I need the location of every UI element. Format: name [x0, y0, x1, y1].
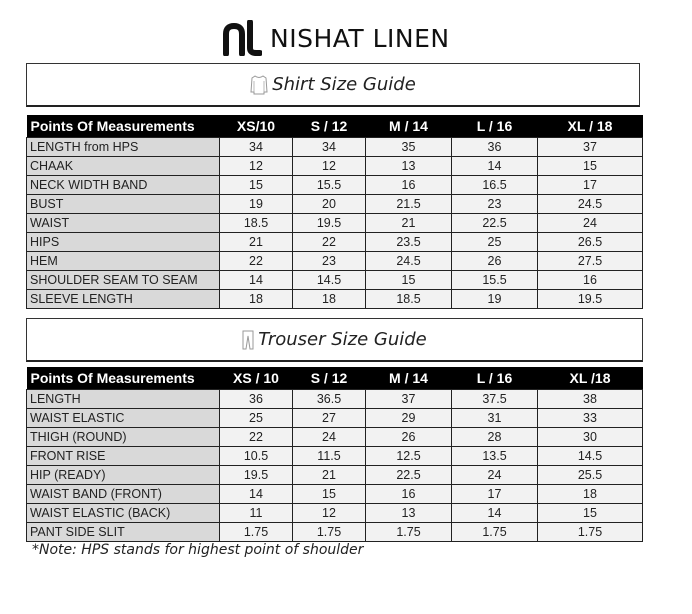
measurement-value: 36.5 [293, 390, 366, 409]
table-row [27, 290, 643, 309]
measurement-value: 19.5 [538, 290, 643, 309]
measurement-label: LENGTH [27, 390, 220, 409]
measurement-label: SHOULDER SEAM TO SEAM [27, 271, 220, 290]
trouser-icon [242, 330, 254, 350]
measurement-label: PANT SIDE SLIT [27, 523, 220, 542]
measurement-value: 29 [366, 409, 452, 428]
measurement-label: FRONT RISE [27, 447, 220, 466]
nishat-logo-icon [222, 20, 262, 56]
measurement-value: 15 [366, 271, 452, 290]
measurement-value: 13 [366, 157, 452, 176]
table-row [27, 233, 643, 252]
measurement-label: WAIST [27, 214, 220, 233]
header-size-xs: XS / 10 [220, 367, 293, 390]
measurement-value: 11 [220, 504, 293, 523]
measurement-value: 14.5 [293, 271, 366, 290]
table-row [27, 138, 643, 157]
brand-logo [222, 18, 450, 58]
table-row [27, 523, 643, 542]
measurement-value: 18.5 [366, 290, 452, 309]
table-row [27, 271, 643, 290]
measurement-value: 31 [452, 409, 538, 428]
measurement-label: BUST [27, 195, 220, 214]
measurement-value: 23 [452, 195, 538, 214]
measurement-value: 24 [293, 428, 366, 447]
measurement-value: 16 [538, 271, 643, 290]
measurement-value: 21 [293, 466, 366, 485]
header-size-m: M / 14 [366, 115, 452, 138]
measurement-value: 22 [293, 233, 366, 252]
measurement-value: 12 [293, 157, 366, 176]
measurement-value: 26 [366, 428, 452, 447]
header-size-l: L / 16 [452, 367, 538, 390]
measurement-value: 19.5 [293, 214, 366, 233]
table-header-row [27, 367, 643, 390]
measurement-value: 34 [293, 138, 366, 157]
measurement-value: 24.5 [366, 252, 452, 271]
measurement-value: 21 [220, 233, 293, 252]
measurement-value: 10.5 [220, 447, 293, 466]
header-size-s: S / 12 [293, 367, 366, 390]
table-row [27, 195, 643, 214]
measurement-value: 15 [293, 485, 366, 504]
measurement-label: CHAAK [27, 157, 220, 176]
trouser-size-table [26, 367, 643, 542]
table-row [27, 390, 643, 409]
measurement-label: SLEEVE LENGTH [27, 290, 220, 309]
measurement-label: HIP (READY) [27, 466, 220, 485]
measurement-label: LENGTH from HPS [27, 138, 220, 157]
measurement-value: 37 [366, 390, 452, 409]
measurement-value: 1.75 [538, 523, 643, 542]
measurement-value: 15 [538, 157, 643, 176]
measurement-value: 38 [538, 390, 643, 409]
header-size-s: S / 12 [293, 115, 366, 138]
measurement-value: 27 [293, 409, 366, 428]
table-row [27, 409, 643, 428]
measurement-value: 36 [220, 390, 293, 409]
table-row [27, 176, 643, 195]
measurement-value: 14 [220, 485, 293, 504]
measurement-value: 20 [293, 195, 366, 214]
measurement-value: 26 [452, 252, 538, 271]
measurement-value: 15.5 [452, 271, 538, 290]
measurement-value: 24 [452, 466, 538, 485]
footnote: *Note: HPS stands for highest point of shoulder [32, 542, 364, 558]
measurement-label: NECK WIDTH BAND [27, 176, 220, 195]
measurement-value: 13 [366, 504, 452, 523]
measurement-value: 27.5 [538, 252, 643, 271]
measurement-value: 22.5 [452, 214, 538, 233]
trouser-title: Trouser Size Guide [258, 329, 427, 350]
measurement-value: 24.5 [538, 195, 643, 214]
measurement-value: 26.5 [538, 233, 643, 252]
measurement-value: 21 [366, 214, 452, 233]
measurement-value: 18 [538, 485, 643, 504]
measurement-value: 19 [220, 195, 293, 214]
measurement-value: 25.5 [538, 466, 643, 485]
table-row [27, 485, 643, 504]
measurement-label: WAIST ELASTIC (BACK) [27, 504, 220, 523]
measurement-value: 36 [452, 138, 538, 157]
measurement-value: 16 [366, 176, 452, 195]
measurement-value: 15.5 [293, 176, 366, 195]
measurement-value: 1.75 [366, 523, 452, 542]
measurement-value: 1.75 [452, 523, 538, 542]
header-size-xl: XL /18 [538, 367, 643, 390]
measurement-value: 14 [452, 157, 538, 176]
shirt-section-title [26, 63, 640, 107]
table-header-row [27, 115, 643, 138]
header-size-xs: XS/10 [220, 115, 293, 138]
table-row [27, 252, 643, 271]
measurement-value: 14.5 [538, 447, 643, 466]
measurement-value: 30 [538, 428, 643, 447]
measurement-value: 11.5 [293, 447, 366, 466]
table-row [27, 157, 643, 176]
measurement-label: HEM [27, 252, 220, 271]
table-row [27, 214, 643, 233]
table-row [27, 428, 643, 447]
measurement-label: WAIST ELASTIC [27, 409, 220, 428]
measurement-value: 19.5 [220, 466, 293, 485]
measurement-value: 23.5 [366, 233, 452, 252]
trouser-section-title [26, 318, 643, 362]
measurement-value: 37 [538, 138, 643, 157]
measurement-value: 22.5 [366, 466, 452, 485]
measurement-label: HIPS [27, 233, 220, 252]
measurement-value: 1.75 [220, 523, 293, 542]
table-row [27, 447, 643, 466]
header-size-l: L / 16 [452, 115, 538, 138]
measurement-value: 14 [452, 504, 538, 523]
shirt-size-table [26, 115, 643, 309]
measurement-value: 18 [293, 290, 366, 309]
measurement-value: 15 [538, 504, 643, 523]
measurement-value: 22 [220, 428, 293, 447]
measurement-value: 18.5 [220, 214, 293, 233]
measurement-value: 17 [452, 485, 538, 504]
header-points-of-measurements: Points Of Measurements [27, 115, 220, 138]
header-size-xl: XL / 18 [538, 115, 643, 138]
measurement-value: 16 [366, 485, 452, 504]
measurement-label: THIGH (ROUND) [27, 428, 220, 447]
shirt-icon [250, 75, 268, 95]
measurement-value: 12 [220, 157, 293, 176]
measurement-value: 18 [220, 290, 293, 309]
measurement-label: WAIST BAND (FRONT) [27, 485, 220, 504]
table-row [27, 504, 643, 523]
measurement-value: 33 [538, 409, 643, 428]
shirt-title: Shirt Size Guide [272, 74, 416, 95]
measurement-value: 14 [220, 271, 293, 290]
measurement-value: 28 [452, 428, 538, 447]
measurement-value: 24 [538, 214, 643, 233]
measurement-value: 37.5 [452, 390, 538, 409]
measurement-value: 23 [293, 252, 366, 271]
measurement-value: 22 [220, 252, 293, 271]
measurement-value: 25 [452, 233, 538, 252]
measurement-value: 21.5 [366, 195, 452, 214]
measurement-value: 34 [220, 138, 293, 157]
header-points-of-measurements: Points Of Measurements [27, 367, 220, 390]
measurement-value: 13.5 [452, 447, 538, 466]
measurement-value: 12 [293, 504, 366, 523]
brand-name: NISHAT LINEN [270, 23, 450, 53]
header-size-m: M / 14 [366, 367, 452, 390]
measurement-value: 12.5 [366, 447, 452, 466]
measurement-value: 17 [538, 176, 643, 195]
measurement-value: 25 [220, 409, 293, 428]
measurement-value: 15 [220, 176, 293, 195]
measurement-value: 19 [452, 290, 538, 309]
measurement-value: 35 [366, 138, 452, 157]
measurement-value: 1.75 [293, 523, 366, 542]
measurement-value: 16.5 [452, 176, 538, 195]
table-row [27, 466, 643, 485]
